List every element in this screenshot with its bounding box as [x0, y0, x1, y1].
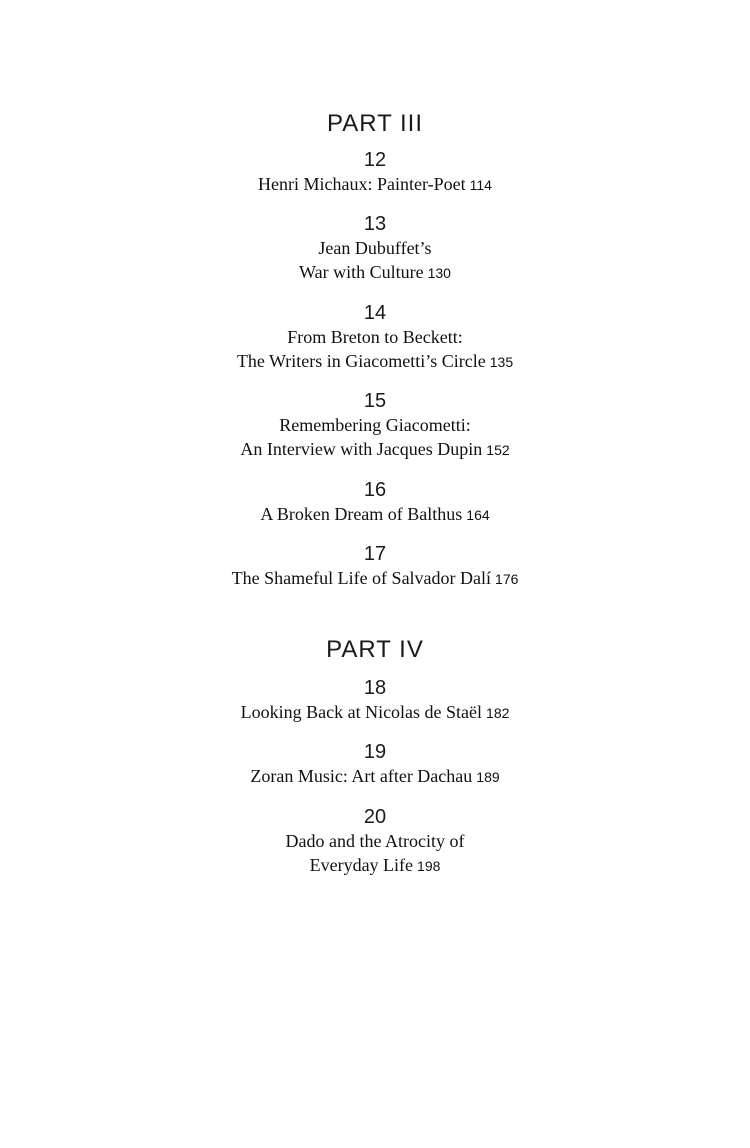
chapter-title-text: The Shameful Life of Salvador Dalí	[231, 568, 492, 588]
chapter-title	[0, 829, 750, 878]
chapter-title-line: Remembering Giacometti:	[279, 415, 471, 435]
chapter-title-line: From Breton to Beckett:	[287, 327, 463, 347]
chapter-number: 14	[363, 302, 387, 324]
chapter-number: 12	[363, 149, 387, 171]
toc-entry-14	[0, 301, 750, 374]
chapter-title-text: War with Culture	[299, 262, 424, 282]
toc-entry-13	[0, 212, 750, 285]
chapter-number: 20	[363, 806, 387, 828]
page-number: 135	[489, 354, 514, 370]
chapter-title	[0, 236, 750, 285]
chapter-title-text: Zoran Music: Art after Dachau	[250, 766, 473, 786]
chapter-title-text: The Writers in Giacometti’s Circle	[236, 351, 486, 371]
chapter-title-line	[0, 853, 750, 878]
chapter-title	[0, 566, 750, 591]
chapter-title-line	[0, 764, 750, 789]
chapter-title	[0, 172, 750, 197]
page-number: 130	[427, 265, 451, 281]
page-number: 198	[417, 858, 441, 874]
chapter-number: 16	[363, 479, 387, 501]
chapter-title-text: Henri Michaux: Painter-Poet	[258, 174, 466, 194]
chapter-title	[0, 700, 750, 725]
toc-entry-15	[0, 389, 750, 462]
chapter-number: 15	[363, 390, 387, 412]
toc-entry-12	[0, 148, 750, 197]
chapter-title	[0, 413, 750, 462]
chapter-title-line: Jean Dubuffet’s	[318, 238, 432, 258]
chapter-title	[0, 502, 750, 527]
chapter-title-text: Everyday Life	[309, 855, 414, 875]
chapter-title-line	[0, 349, 750, 374]
toc-entry-17	[0, 542, 750, 591]
page-number: 176	[495, 571, 519, 587]
chapter-title-text: A Broken Dream of Balthus	[260, 504, 463, 524]
chapter-title-line	[0, 172, 750, 197]
part-4-heading: PART IV	[326, 636, 424, 663]
chapter-title	[0, 764, 750, 789]
page-number: 164	[466, 507, 490, 523]
chapter-title-line	[0, 566, 750, 591]
part-3-heading: PART III	[326, 110, 424, 137]
page-number: 189	[476, 769, 500, 785]
page-number: 114	[469, 177, 492, 193]
chapter-title	[0, 325, 750, 374]
chapter-title-line	[0, 437, 750, 462]
toc-entry-20	[0, 805, 750, 878]
chapter-number: 13	[363, 213, 387, 235]
chapter-number: 19	[363, 741, 387, 763]
chapter-title-line	[0, 260, 750, 285]
toc-entry-18	[0, 676, 750, 725]
chapter-number: 18	[363, 677, 387, 699]
chapter-number: 17	[363, 543, 387, 565]
chapter-title-line	[0, 700, 750, 725]
toc-entry-16	[0, 478, 750, 527]
toc-entry-19	[0, 740, 750, 789]
page-number: 152	[486, 442, 510, 458]
chapter-title-text: An Interview with Jacques Dupin	[240, 439, 483, 459]
chapter-title-text: Looking Back at Nicolas de Staël	[240, 702, 483, 722]
page-number: 182	[486, 705, 510, 721]
chapter-title-line	[0, 502, 750, 527]
chapter-title-line: Dado and the Atrocity of	[285, 831, 465, 851]
